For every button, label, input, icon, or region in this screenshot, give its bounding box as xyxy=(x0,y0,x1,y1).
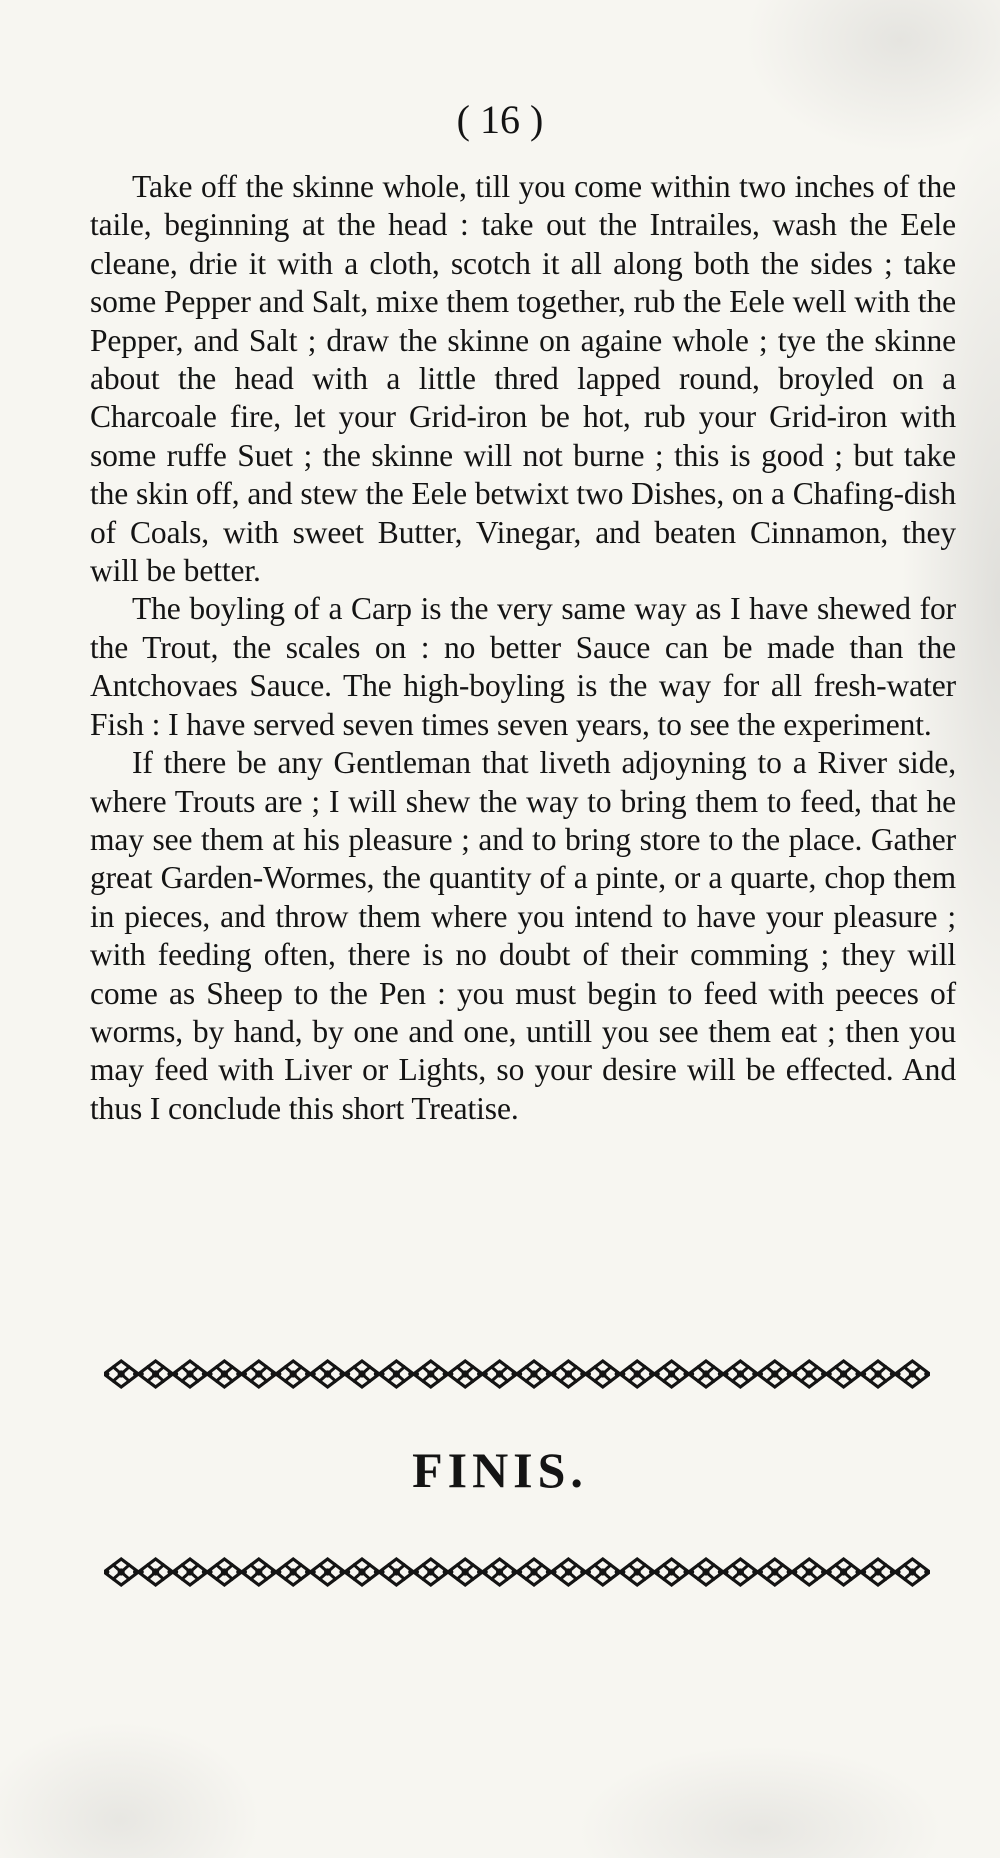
ornament-knot-icon xyxy=(310,1559,344,1585)
ornament-knot-icon xyxy=(758,1361,792,1387)
body-text xyxy=(90,168,956,1128)
ornament-knot-icon xyxy=(138,1361,172,1387)
ornament-knot-icon xyxy=(792,1559,826,1585)
ornament-knot-icon xyxy=(551,1559,585,1585)
ornament-knot-icon xyxy=(310,1361,344,1387)
ornament-knot-icon xyxy=(482,1559,516,1585)
ornament-knot-icon xyxy=(861,1559,895,1585)
ornament-knot-icon xyxy=(654,1361,688,1387)
ornament-knot-icon xyxy=(242,1559,276,1585)
ornament-border-top-icon xyxy=(104,1356,930,1392)
ornament-knot-icon xyxy=(792,1361,826,1387)
ornament-knot-icon xyxy=(276,1361,310,1387)
ornament-knot-icon xyxy=(861,1361,895,1387)
ornament-knot-icon xyxy=(826,1361,860,1387)
ornament-knot-icon xyxy=(104,1361,138,1387)
ornament-knot-icon xyxy=(448,1361,482,1387)
ornament-knot-icon xyxy=(517,1361,551,1387)
ornament-knot-icon xyxy=(586,1559,620,1585)
ornament-knot-icon xyxy=(207,1559,241,1585)
ornament-knot-icon xyxy=(242,1361,276,1387)
ornament-knot-icon xyxy=(689,1361,723,1387)
ornament-knot-icon xyxy=(379,1361,413,1387)
ornament-knot-icon xyxy=(173,1361,207,1387)
ornament-knot-icon xyxy=(620,1361,654,1387)
ornament-knot-icon xyxy=(138,1559,172,1585)
ornament-knot-icon xyxy=(482,1361,516,1387)
ornament-knot-icon xyxy=(345,1559,379,1585)
ornament-knot-icon xyxy=(689,1559,723,1585)
ornament-knot-icon xyxy=(379,1559,413,1585)
ornament-knot-icon xyxy=(414,1361,448,1387)
ornament-knot-icon xyxy=(104,1559,138,1585)
ornament-knot-icon xyxy=(586,1361,620,1387)
ornament-knot-icon xyxy=(414,1559,448,1585)
ornament-knot-icon xyxy=(895,1361,929,1387)
finis-heading: FINIS. xyxy=(412,1442,588,1498)
ornament-knot-icon xyxy=(826,1559,860,1585)
ornament-knot-icon xyxy=(895,1559,929,1585)
ornament-knot-icon xyxy=(517,1559,551,1585)
paragraph-eel-recipe: Take off the skinne whole, till you come within two inches of the taile, beginning at the head : take out the Intrailes, wash the Eele cleane, drie it with a cloth, scotch it all along both the sides ; take some Pepper and Salt, mixe them together, rub the Eele well with the Pepper, and Salt ; draw the skinne on againe whole ; tye the skinne about the head with a little thred lapped round, broyled on a Charcoale fire, let your Grid-iron be hot, rub your Grid-iron with some ruffe Suet ; the skinne will not burne ; this is good ; but take the skin off, and stew the Eele betwixt two Dishes, on a Chafing-dish of Coals, with sweet Butter, Vinegar, and beaten Cinnamon, they will be better. xyxy=(90,169,956,589)
ornament-knot-icon xyxy=(173,1559,207,1585)
ornament-knot-icon xyxy=(723,1559,757,1585)
ornament-border-bottom-icon xyxy=(104,1554,930,1590)
ornament-knot-icon xyxy=(654,1559,688,1585)
ornament-knot-icon xyxy=(620,1559,654,1585)
ornament-knot-icon xyxy=(276,1559,310,1585)
ornament-knot-icon xyxy=(551,1361,585,1387)
ornament-knot-icon xyxy=(345,1361,379,1387)
ornament-knot-icon xyxy=(723,1361,757,1387)
ornament-knot-icon xyxy=(448,1559,482,1585)
page-number: ( 16 ) xyxy=(456,97,544,142)
paragraph-carp-boyling: The boyling of a Carp is the very same way as I have shewed for the Trout, the scales on : no better Sauce can be made than the Antchovaes Sauce. The high-boyling is the way for all fresh-water Fish : I have served seven times seven years, to see the experiment. xyxy=(90,591,956,742)
ornament-knot-icon xyxy=(758,1559,792,1585)
ornament-knot-icon xyxy=(207,1361,241,1387)
paragraph-feeding-trouts: If there be any Gentleman that liveth adjoyning to a River side, where Trouts are ; I will shew the way to bring them to feed, that he may see them at his pleasure ; and to bring store to the place. Gather great Garden-Wormes, the quantity of a pinte, or a quarte, chop them in pieces, and throw them where you intend to have your pleasure ; with feeding often, there is no doubt of their comming ; they will come as Sheep to the Pen : you must begin to feed with peeces of worms, by hand, by one and one, untill you see them eat ; then you may feed with Liver or Lights, so your desire will be effected. And thus I conclude this short Treatise. xyxy=(90,745,956,1126)
